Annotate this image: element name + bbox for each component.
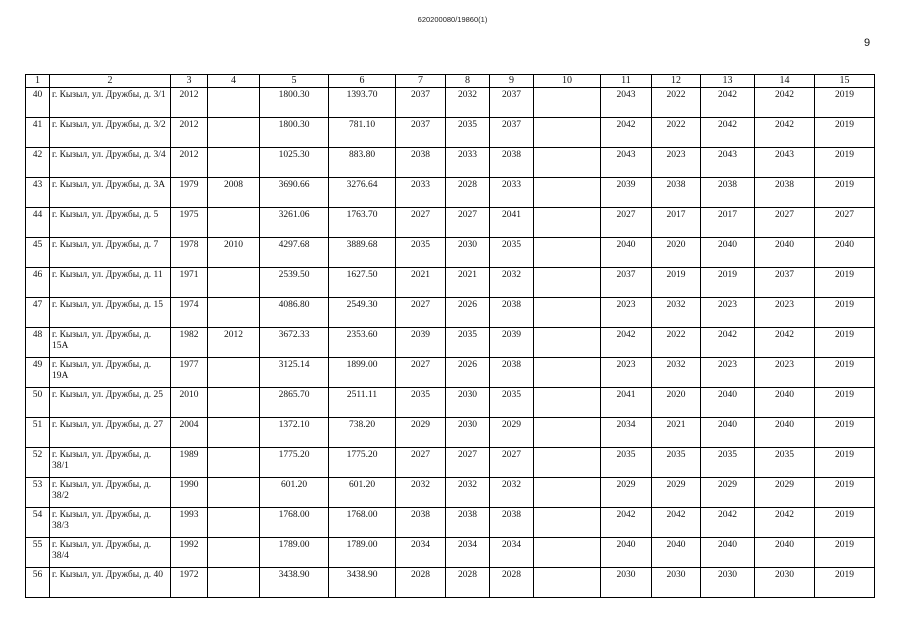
table-cell: 3690.66	[260, 178, 329, 208]
address-cell: г. Кызыл, ул. Дружбы, д. 40	[50, 568, 171, 598]
table-cell: 2539.50	[260, 268, 329, 298]
column-header-4: 4	[208, 75, 260, 88]
address-cell: г. Кызыл, ул. Дружбы, д. 5	[50, 208, 171, 238]
table-cell: 2032	[652, 298, 701, 328]
table-cell: 2021	[396, 268, 446, 298]
table-cell: 2037	[490, 118, 534, 148]
table-row	[26, 238, 875, 268]
table-cell	[534, 298, 601, 328]
table-cell: 2028	[490, 568, 534, 598]
table-cell: 2039	[601, 178, 652, 208]
table-cell: 2027	[396, 358, 446, 388]
table-cell: 1989	[171, 448, 208, 478]
table-cell	[534, 508, 601, 538]
table-cell: 2038	[396, 148, 446, 178]
table-cell: 2028	[396, 568, 446, 598]
table-cell	[208, 268, 260, 298]
column-header-6: 6	[329, 75, 396, 88]
table-row	[26, 568, 875, 598]
table-cell: 2012	[208, 328, 260, 358]
address-cell: г. Кызыл, ул. Дружбы, д. 3/4	[50, 148, 171, 178]
table-cell: 2040	[701, 538, 755, 568]
table-cell	[208, 298, 260, 328]
address-cell: г. Кызыл, ул. Дружбы, д. 25	[50, 388, 171, 418]
table-cell: 2019	[815, 388, 875, 418]
page-number: 9	[864, 37, 871, 49]
table-cell: 2029	[396, 418, 446, 448]
table-cell: 2034	[490, 538, 534, 568]
table-cell: 2027	[396, 448, 446, 478]
table-cell: 46	[26, 268, 50, 298]
table-cell	[534, 268, 601, 298]
table-cell: 1775.20	[260, 448, 329, 478]
table-cell: 2012	[171, 148, 208, 178]
table-cell: 51	[26, 418, 50, 448]
table-cell: 4086.80	[260, 298, 329, 328]
table-cell: 2021	[446, 268, 490, 298]
column-header-9: 9	[490, 75, 534, 88]
table-cell	[208, 418, 260, 448]
table-cell: 2030	[446, 418, 490, 448]
table-cell: 1768.00	[329, 508, 396, 538]
table-cell: 2042	[701, 118, 755, 148]
table-cell: 4297.68	[260, 238, 329, 268]
table-cell: 41	[26, 118, 50, 148]
table-cell: 55	[26, 538, 50, 568]
document-id: 620200080/19860(1)	[417, 15, 488, 24]
table-cell: 2026	[446, 298, 490, 328]
table-row	[26, 268, 875, 298]
table-cell: 2020	[652, 238, 701, 268]
table-cell: 2038	[755, 178, 815, 208]
table-cell: 2040	[755, 418, 815, 448]
table-cell: 2004	[171, 418, 208, 448]
address-cell: г. Кызыл, ул. Дружбы, д. 3А	[50, 178, 171, 208]
table-cell: 2030	[446, 238, 490, 268]
table-row	[26, 118, 875, 148]
table-cell	[534, 88, 601, 118]
table-cell: 2027	[446, 208, 490, 238]
table-cell: 44	[26, 208, 50, 238]
table-cell: 47	[26, 298, 50, 328]
address-cell: г. Кызыл, ул. Дружбы, д. 15	[50, 298, 171, 328]
table-cell: 2042	[601, 328, 652, 358]
column-header-8: 8	[446, 75, 490, 88]
table-cell: 2035	[490, 388, 534, 418]
table-cell: 2040	[601, 538, 652, 568]
table-cell: 1993	[171, 508, 208, 538]
table-cell	[208, 478, 260, 508]
table-cell: 2040	[755, 388, 815, 418]
table-cell: 2040	[815, 238, 875, 268]
address-cell: г. Кызыл, ул. Дружбы, д. 3/2	[50, 118, 171, 148]
table-cell: 1800.30	[260, 88, 329, 118]
table-cell: 2040	[755, 538, 815, 568]
table-cell: 3276.64	[329, 178, 396, 208]
table-cell: 2040	[652, 538, 701, 568]
table-cell: 1992	[171, 538, 208, 568]
table-cell	[208, 88, 260, 118]
table-cell: 2035	[446, 328, 490, 358]
address-cell: г. Кызыл, ул. Дружбы, д. 38/2	[50, 478, 171, 508]
table-cell	[534, 118, 601, 148]
table-cell: 781.10	[329, 118, 396, 148]
table-cell: 2039	[396, 328, 446, 358]
address-cell: г. Кызыл, ул. Дружбы, д. 38/3	[50, 508, 171, 538]
table-cell: 2549.30	[329, 298, 396, 328]
table-cell: 2021	[652, 418, 701, 448]
table-cell	[534, 148, 601, 178]
table-cell: 2034	[396, 538, 446, 568]
table-cell: 2027	[396, 208, 446, 238]
table-cell: 1775.20	[329, 448, 396, 478]
table-cell: 50	[26, 388, 50, 418]
table-cell: 2027	[396, 298, 446, 328]
table-cell: 2042	[701, 328, 755, 358]
table-cell: 2019	[815, 538, 875, 568]
table-cell	[534, 328, 601, 358]
table-cell: 2019	[815, 88, 875, 118]
table-cell: 2035	[396, 238, 446, 268]
table-cell: 3261.06	[260, 208, 329, 238]
table-cell: 1372.10	[260, 418, 329, 448]
table-cell: 2010	[208, 238, 260, 268]
table-cell: 2012	[171, 118, 208, 148]
table-cell: 1972	[171, 568, 208, 598]
column-header-2: 2	[50, 75, 171, 88]
table-cell: 1627.50	[329, 268, 396, 298]
table-cell: 2028	[446, 178, 490, 208]
column-header-13: 13	[701, 75, 755, 88]
table-cell: 2019	[815, 298, 875, 328]
table-cell: 2023	[601, 358, 652, 388]
table-cell: 2037	[396, 118, 446, 148]
table-cell: 2019	[815, 568, 875, 598]
table-cell: 1763.70	[329, 208, 396, 238]
table-row	[26, 538, 875, 568]
table-cell: 1979	[171, 178, 208, 208]
table-cell: 2023	[755, 298, 815, 328]
table-cell: 2027	[490, 448, 534, 478]
table-cell: 1789.00	[329, 538, 396, 568]
table-cell	[208, 448, 260, 478]
address-cell: г. Кызыл, ул. Дружбы, д. 19А	[50, 358, 171, 388]
table-cell: 2042	[601, 118, 652, 148]
table-cell: 2032	[490, 478, 534, 508]
table-cell: 2865.70	[260, 388, 329, 418]
table-cell: 2037	[755, 268, 815, 298]
column-header-10: 10	[534, 75, 601, 88]
table-cell: 2019	[815, 358, 875, 388]
table-cell: 1974	[171, 298, 208, 328]
table-cell: 3438.90	[329, 568, 396, 598]
table-row	[26, 328, 875, 358]
table-cell: 883.80	[329, 148, 396, 178]
table-cell: 2038	[490, 508, 534, 538]
table-cell: 2022	[652, 88, 701, 118]
table-cell	[534, 178, 601, 208]
table-cell: 2042	[755, 118, 815, 148]
table-header-row	[26, 75, 875, 88]
table-cell: 2022	[652, 328, 701, 358]
table-cell: 2035	[701, 448, 755, 478]
address-cell: г. Кызыл, ул. Дружбы, д. 7	[50, 238, 171, 268]
table-cell: 601.20	[260, 478, 329, 508]
table-cell: 2038	[490, 148, 534, 178]
table-cell: 2019	[815, 448, 875, 478]
table-cell: 2028	[446, 568, 490, 598]
column-header-3: 3	[171, 75, 208, 88]
table-cell: 43	[26, 178, 50, 208]
table-cell: 2029	[601, 478, 652, 508]
table-cell: 2019	[815, 268, 875, 298]
table-cell: 2032	[396, 478, 446, 508]
table-cell: 2041	[490, 208, 534, 238]
table-row	[26, 208, 875, 238]
table-cell: 2026	[446, 358, 490, 388]
table-cell: 2038	[652, 178, 701, 208]
table-cell: 2037	[601, 268, 652, 298]
table-cell: 1789.00	[260, 538, 329, 568]
column-header-5: 5	[260, 75, 329, 88]
table-cell: 2038	[701, 178, 755, 208]
table-cell: 52	[26, 448, 50, 478]
table-cell: 2019	[815, 148, 875, 178]
table-cell: 2017	[701, 208, 755, 238]
table-cell: 1025.30	[260, 148, 329, 178]
table-row	[26, 388, 875, 418]
table-cell: 53	[26, 478, 50, 508]
table-cell: 2040	[701, 238, 755, 268]
table-cell: 2042	[701, 508, 755, 538]
table-row	[26, 148, 875, 178]
table-cell	[534, 538, 601, 568]
table-cell	[208, 358, 260, 388]
table-row	[26, 358, 875, 388]
table-cell: 2023	[701, 298, 755, 328]
table-cell: 2029	[652, 478, 701, 508]
table-cell: 2038	[396, 508, 446, 538]
table-cell: 2043	[755, 148, 815, 178]
table-cell: 2035	[490, 238, 534, 268]
table-cell: 2035	[396, 388, 446, 418]
table-cell: 2043	[601, 88, 652, 118]
table-cell: 2042	[755, 88, 815, 118]
table-cell: 2019	[815, 418, 875, 448]
table-cell: 1393.70	[329, 88, 396, 118]
table-cell: 3125.14	[260, 358, 329, 388]
table-cell: 2042	[755, 508, 815, 538]
address-cell: г. Кызыл, ул. Дружбы, д. 15А	[50, 328, 171, 358]
table-cell: 2035	[446, 118, 490, 148]
table-cell: 2017	[652, 208, 701, 238]
address-cell: г. Кызыл, ул. Дружбы, д. 38/1	[50, 448, 171, 478]
table-cell: 2511.11	[329, 388, 396, 418]
table-cell	[534, 358, 601, 388]
table-cell: 2039	[490, 328, 534, 358]
table-cell: 2035	[601, 448, 652, 478]
table-cell: 2019	[815, 178, 875, 208]
table-cell: 2042	[652, 508, 701, 538]
table-cell: 2027	[601, 208, 652, 238]
table-cell: 3672.33	[260, 328, 329, 358]
table-cell: 2042	[755, 328, 815, 358]
table-cell: 2033	[490, 178, 534, 208]
table-cell	[534, 448, 601, 478]
table-cell: 2012	[171, 88, 208, 118]
table-cell: 2023	[652, 148, 701, 178]
table-cell: 2034	[446, 538, 490, 568]
table-cell: 2035	[652, 448, 701, 478]
table-cell: 2040	[701, 418, 755, 448]
table-cell: 2008	[208, 178, 260, 208]
table-cell	[208, 568, 260, 598]
table-cell: 2030	[701, 568, 755, 598]
table-cell: 2040	[755, 238, 815, 268]
table-cell: 56	[26, 568, 50, 598]
table-cell: 2019	[701, 268, 755, 298]
table-cell: 2010	[171, 388, 208, 418]
table-cell: 3889.68	[329, 238, 396, 268]
table-cell: 2022	[652, 118, 701, 148]
table-cell: 2019	[815, 478, 875, 508]
table-cell: 2027	[446, 448, 490, 478]
table-cell	[208, 118, 260, 148]
table-row	[26, 418, 875, 448]
table-cell: 1975	[171, 208, 208, 238]
table-cell: 2040	[701, 388, 755, 418]
table-cell: 2023	[601, 298, 652, 328]
table-cell: 2037	[396, 88, 446, 118]
column-header-12: 12	[652, 75, 701, 88]
table-cell: 3438.90	[260, 568, 329, 598]
table-cell	[534, 478, 601, 508]
table-cell: 601.20	[329, 478, 396, 508]
table-body	[26, 88, 875, 598]
table-cell: 2034	[601, 418, 652, 448]
column-header-11: 11	[601, 75, 652, 88]
address-cell: г. Кызыл, ул. Дружбы, д. 3/1	[50, 88, 171, 118]
column-header-1: 1	[26, 75, 50, 88]
table-cell: 2033	[446, 148, 490, 178]
column-header-7: 7	[396, 75, 446, 88]
table-cell: 2038	[446, 508, 490, 538]
table-row	[26, 508, 875, 538]
table-cell: 2353.60	[329, 328, 396, 358]
table-cell	[208, 388, 260, 418]
address-cell: г. Кызыл, ул. Дружбы, д. 11	[50, 268, 171, 298]
table-cell: 2019	[815, 328, 875, 358]
table-row	[26, 88, 875, 118]
table-cell: 2037	[490, 88, 534, 118]
table-cell: 2023	[701, 358, 755, 388]
table-cell: 49	[26, 358, 50, 388]
table-cell: 2030	[446, 388, 490, 418]
table-cell: 2030	[601, 568, 652, 598]
table-cell: 2019	[652, 268, 701, 298]
table-cell	[208, 538, 260, 568]
table-cell	[208, 208, 260, 238]
table-cell: 1990	[171, 478, 208, 508]
table-cell: 40	[26, 88, 50, 118]
table-cell: 1768.00	[260, 508, 329, 538]
table-cell: 2023	[755, 358, 815, 388]
table-cell: 2038	[490, 298, 534, 328]
address-cell: г. Кызыл, ул. Дружбы, д. 38/4	[50, 538, 171, 568]
table-cell	[534, 568, 601, 598]
table-cell: 2027	[815, 208, 875, 238]
table-cell: 2040	[601, 238, 652, 268]
table-cell: 2029	[755, 478, 815, 508]
table-cell: 738.20	[329, 418, 396, 448]
table-cell: 2033	[396, 178, 446, 208]
table-row	[26, 178, 875, 208]
table-cell: 2032	[446, 88, 490, 118]
table-cell	[534, 238, 601, 268]
column-header-15: 15	[815, 75, 875, 88]
table-cell: 2019	[815, 508, 875, 538]
table-row	[26, 448, 875, 478]
table-cell: 2029	[490, 418, 534, 448]
table-cell	[534, 388, 601, 418]
data-table	[25, 74, 875, 598]
table-cell: 2041	[601, 388, 652, 418]
table-cell	[208, 148, 260, 178]
table-cell: 45	[26, 238, 50, 268]
table-cell: 1800.30	[260, 118, 329, 148]
table-cell: 2042	[601, 508, 652, 538]
table-cell	[534, 208, 601, 238]
table-cell	[534, 418, 601, 448]
table-cell: 2038	[490, 358, 534, 388]
table-cell: 2030	[755, 568, 815, 598]
table-cell: 2032	[446, 478, 490, 508]
table-cell: 2020	[652, 388, 701, 418]
table-cell: 2027	[755, 208, 815, 238]
table-cell: 2032	[490, 268, 534, 298]
table-cell: 2032	[652, 358, 701, 388]
table-cell: 2029	[701, 478, 755, 508]
table-row	[26, 478, 875, 508]
column-header-14: 14	[755, 75, 815, 88]
table-cell: 2030	[652, 568, 701, 598]
table-cell: 1978	[171, 238, 208, 268]
table-cell: 1982	[171, 328, 208, 358]
table-cell: 42	[26, 148, 50, 178]
table-cell: 48	[26, 328, 50, 358]
table-cell: 2019	[815, 118, 875, 148]
table-cell: 1977	[171, 358, 208, 388]
table-cell: 54	[26, 508, 50, 538]
table-cell: 1899.00	[329, 358, 396, 388]
table-cell: 1971	[171, 268, 208, 298]
table-cell: 2035	[755, 448, 815, 478]
table-cell: 2043	[601, 148, 652, 178]
table-cell: 2042	[701, 88, 755, 118]
table-cell: 2043	[701, 148, 755, 178]
table-row	[26, 298, 875, 328]
table-cell	[208, 508, 260, 538]
address-cell: г. Кызыл, ул. Дружбы, д. 27	[50, 418, 171, 448]
